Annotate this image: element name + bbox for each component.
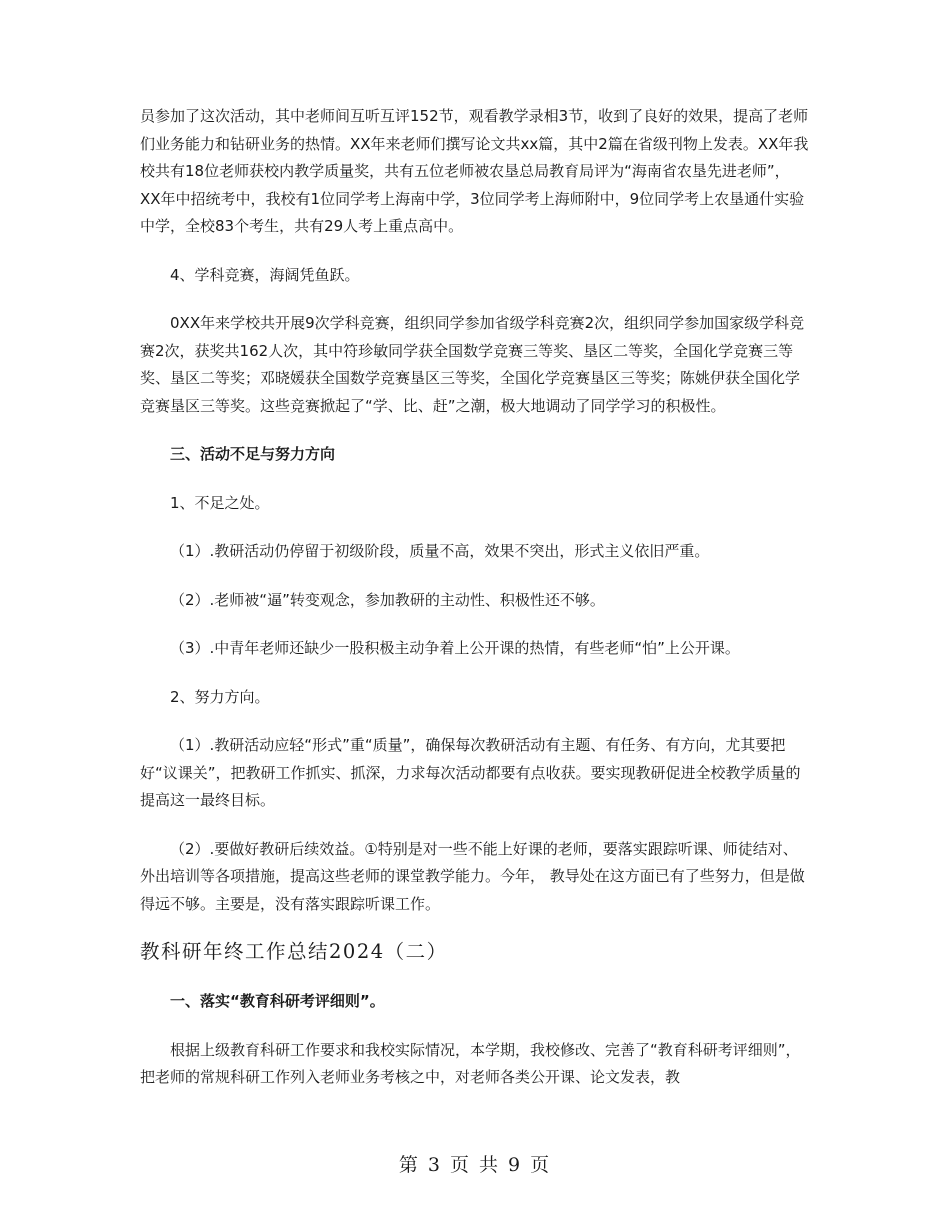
paragraph-results-summary: 员参加了这次活动，其中老师间互听互评152节，观看教学录相3节，收到了良好的效果，提高了老师们业务能力和钻研业务的热情。XX年来老师们撰写论文共xx篇，其中2篇在省级刊物上发表。XX年我校共有18位老师获校内教学质量奖，共有五位老师被农垦总局教育局评为“海南省农垦先进老师”， XX年中招统考中，我校有1位同学考上海南中学，3位同学考上海师附中，9位同学考上农垦通什实验中学，全校83个考生，共有29人考上重点高中。 <box>140 107 809 235</box>
section-heading-shortcomings: 三、活动不足与努力方向 <box>170 445 336 463</box>
document-title: 教科研年终工作总结2024（二） <box>140 940 448 963</box>
list-item-direction-1: （1）.教研活动应轻“形式”重“质量”，确保每次教研活动有主题、有任务、有方向，尤其要把好“议课关”，把教研工作抓实、抓深，力求每次活动都要有点收获。要实现教研促进全校教学质量的提高这一最终目标。 <box>140 736 801 809</box>
subheading-subject-competition: 4、学科竞赛，海阔凭鱼跃。 <box>170 265 360 284</box>
paragraph-competition-details: 0XX年来学校共开展9次学科竞赛，组织同学参加省级学科竞赛2次，组织同学参加国家级学科竞赛2次，获奖共162人次，其中符珍敏同学获全国数学竞赛三等奖、垦区二等奖，全国化学竞赛三等奖、垦区二等奖；邓晓媛获全国数学竞赛垦区三等奖，全国化学竞赛垦区三等奖；陈姚伊获全国化学竞赛垦区三等奖。这些竞赛掀起了“学、比、赶”之潮，极大地调动了同学学习的积极性。 <box>140 314 805 415</box>
list-item-deficiency-2: （2）.老师被“逼”转变观念，参加教研的主动性、积极性还不够。 <box>170 590 605 609</box>
page-footer: 第 3 页 共 9 页 <box>398 1154 552 1176</box>
list-item-direction-2: （2）.要做好教研后续效益。①特别是对一些不能上好课的老师，要落实跟踪听课、师徒结对、外出培训等各项措施，提高这些老师的课堂教学能力。今年， 教导处在这方面已有了些努力，但是做得远不够。主要是，没有落实跟踪听课工作。 <box>140 839 805 913</box>
document-body <box>140 103 812 1092</box>
paragraph-rules-details: 根据上级教育科研工作要求和我校实际情况，本学期，我校修改、完善了“教育科研考评细则”，把老师的常规科研工作列入老师业务考核之中，对老师各类公开课、论文发表，教 <box>140 1040 801 1086</box>
section-heading-implement-rules: 一、落实“教育科研考评细则”。 <box>170 992 385 1010</box>
subheading-deficiencies: 1、不足之处。 <box>170 493 270 512</box>
list-item-deficiency-3: （3）.中青年老师还缺少一股积极主动争着上公开课的热情，有些老师“怕”上公开课。 <box>170 639 740 657</box>
subheading-direction: 2、努力方向。 <box>170 687 270 706</box>
list-item-deficiency-1: （1）.教研活动仍停留于初级阶段，质量不高，效果不突出，形式主义依旧严重。 <box>170 542 710 560</box>
